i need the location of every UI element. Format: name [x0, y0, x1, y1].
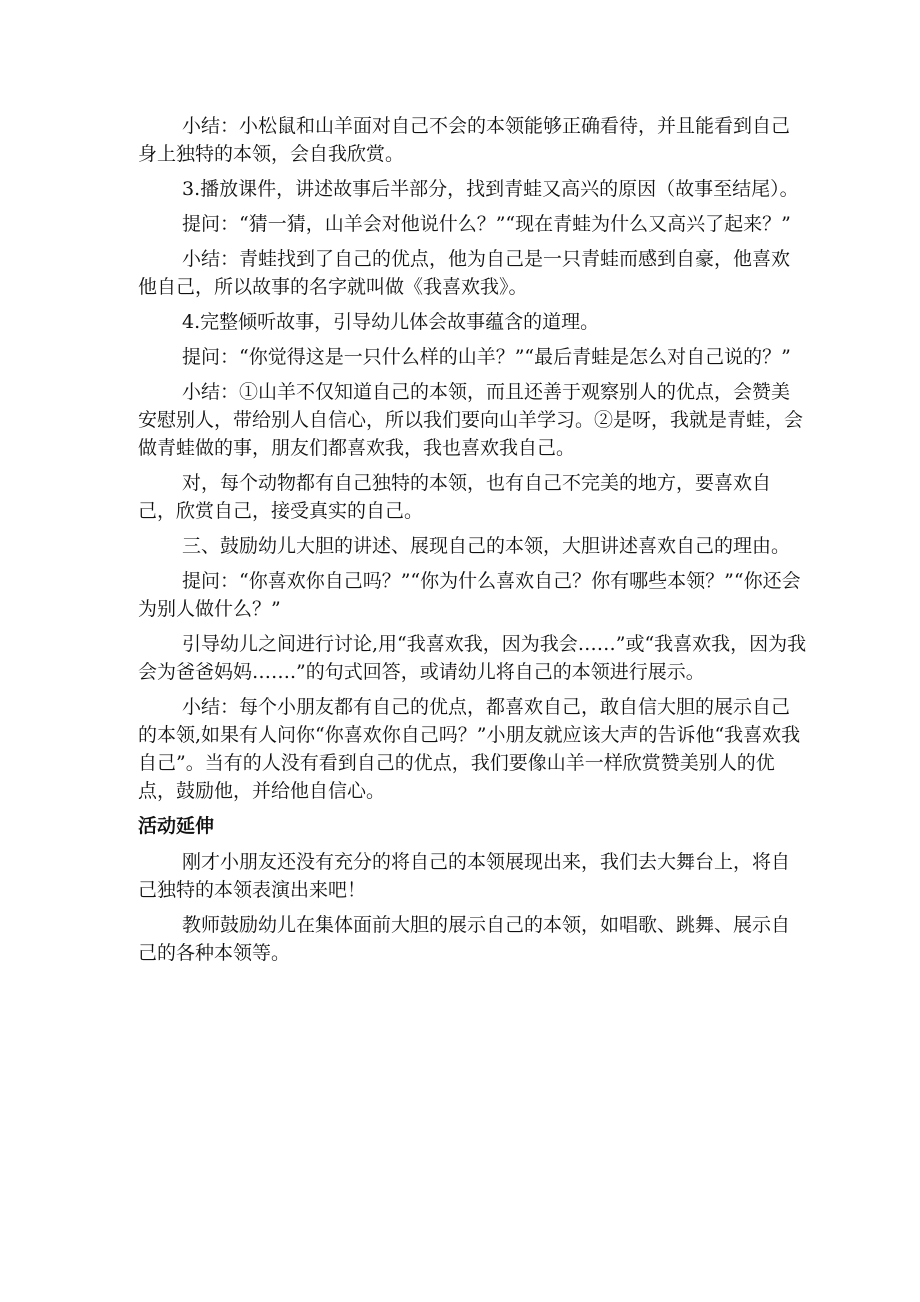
paragraph-question-what-goat: 提问：“你觉得这是一只什么样的山羊？”“最后青蛙是怎么对自己说的？”: [182, 346, 791, 368]
paragraph-summary-children: 小结：每个小朋友都有自己的优点，都喜欢自己，敢自信大胆的展示自己的本领,如果有人问你“你喜欢你自己吗？”小朋友就应该大声的告诉他“我喜欢我自己”。当有的人没有看到自己的优点，我们要像山羊一样欣赏赞美别人的优点，鼓励他，并给他自信心。: [138, 696, 801, 802]
section-heading-extension: 活动延伸: [138, 815, 215, 837]
paragraph-step-4: 4.完整倾听故事，引导幼儿体会故事蕴含的道理。: [182, 311, 600, 333]
paragraph-question-goat: 提问：“猜一猜，山羊会对他说什么？”“现在青蛙为什么又高兴了起来？”: [182, 213, 791, 235]
paragraph-summary-frog: 小结：青蛙找到了自己的优点，他为自己是一只青蛙而感到自豪，他喜欢他自己，所以故事的名字就叫做《我喜欢我》。: [138, 248, 791, 298]
paragraph-question-like-self: 提问：“你喜欢你自己吗？”“你为什么喜欢自己？你有哪些本领？”“你还会为别人做什么？”: [138, 570, 801, 620]
paragraph-every-animal: 对，每个动物都有自己独特的本领，也有自己不完美的地方，要喜欢自己，欣赏自己，接受真实的自己。: [138, 472, 772, 522]
paragraph-summary-goat-frog: 小结：①山羊不仅知道自己的本领，而且还善于观察别人的优点，会赞美安慰别人，带给别人自信心，所以我们要向山羊学习。②是呀，我就是青蛙，会做青蛙做的事，朋友们都喜欢我，我也喜欢我自己。: [138, 381, 804, 459]
paragraph-stage-performance: 刚才小朋友还没有充分的将自己的本领展现出来，我们去大舞台上，将自己独特的本领表演出来吧！: [138, 851, 791, 901]
paragraph-discussion: 引导幼儿之间进行讨论,用“我喜欢我，因为我会……”或“我喜欢我，因为我会为爸爸妈妈…….”的句式回答，或请幼儿将自己的本领进行展示。: [138, 633, 807, 683]
document-body: [138, 112, 808, 974]
paragraph-section-three: 三、鼓励幼儿大胆的讲述、展现自己的本领，大胆讲述喜欢自己的理由。: [182, 535, 791, 557]
paragraph-step-3: 3.播放课件，讲述故事后半部分，找到青蛙又高兴的原因（故事至结尾）。: [182, 178, 799, 200]
paragraph-summary-squirrel-goat: 小结：小松鼠和山羊面对自己不会的本领能够正确看待，并且能看到自己身上独特的本领，会自我欣赏。: [138, 115, 791, 165]
paragraph-teacher-encourage: 教师鼓励幼儿在集体面前大胆的展示自己的本领，如唱歌、跳舞、展示自己的各种本领等。: [138, 914, 791, 964]
